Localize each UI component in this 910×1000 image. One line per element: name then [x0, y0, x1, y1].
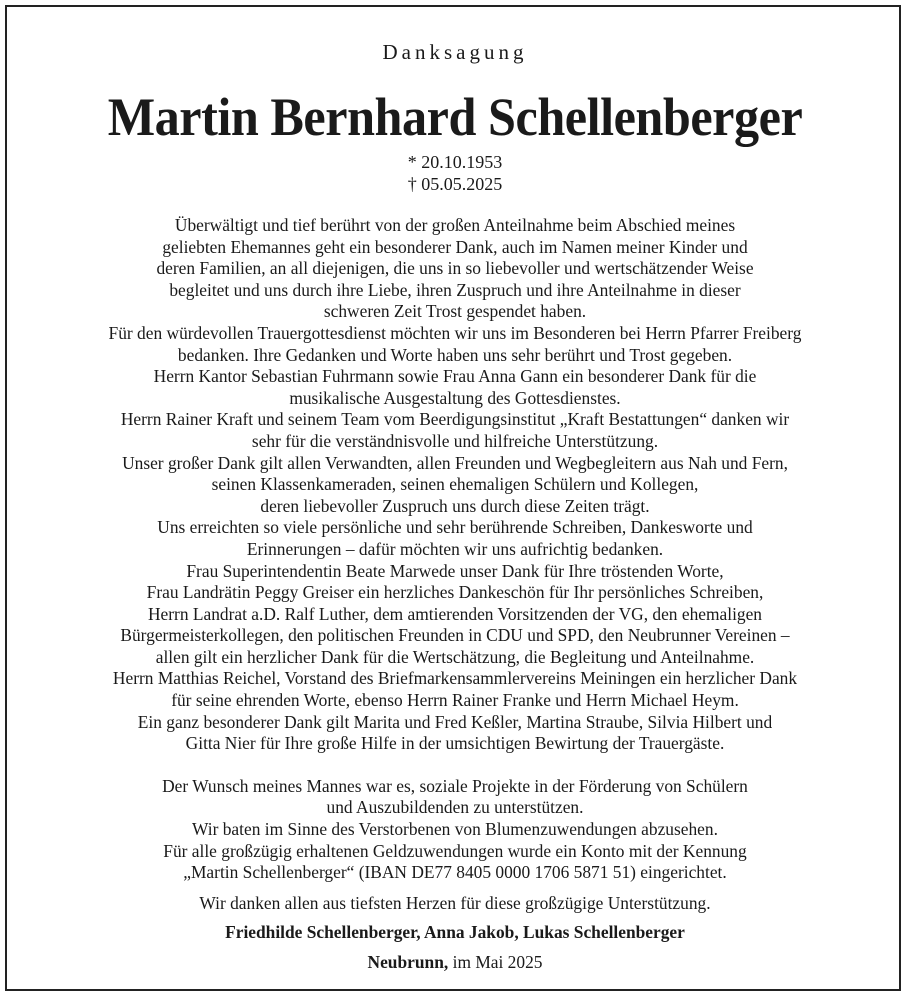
text-line: Frau Landrätin Peggy Greiser ein herzliches Dankeschön für Ihr persönliches Schreiben, — [146, 582, 764, 603]
text-line: Uns erreichten so viele persönliche und sehr berührende Schreiben, Dankesworte und — [157, 517, 753, 538]
text-line: Ein ganz besonderer Dank gilt Marita und Fred Keßler, Martina Straube, Silvia Hilbert und — [137, 711, 773, 732]
birth-date: * 20.10.1953 — [407, 152, 503, 172]
text-line: Für alle großzügig erhaltenen Geldzuwendungen wurde ein Konto mit der Kennung — [163, 840, 747, 861]
text-line: Wir baten im Sinne des Verstorbenen von Blumenzuwendungen abzusehen. — [192, 819, 718, 840]
text-line: Herrn Kantor Sebastian Fuhrmann sowie Frau Anna Gann ein besonderer Dank für die — [153, 366, 757, 387]
place-and-date — [0, 950, 910, 974]
text-line: Gitta Nier für Ihre große Hilfe in der umsichtigen Bewirtung der Trauergäste. — [185, 733, 725, 754]
paragraph-gap — [0, 884, 910, 893]
donation-paragraph — [0, 776, 910, 884]
death-date: † 05.05.2025 — [407, 174, 503, 194]
closing-line: Wir danken allen aus tiefsten Herzen für diese großzügige Unterstützung. — [199, 892, 711, 913]
text-line: sehr für die verständnisvolle und hilfreiche Unterstützung. — [251, 430, 659, 451]
text-line: „Martin Schellenberger“ (IBAN DE77 8405 0000 1706 5871 51) eingerichtet. — [183, 862, 727, 883]
text-line: geliebten Ehemannes geht ein besonderer Dank, auch im Namen meiner Kinder und — [162, 236, 748, 257]
text-line: allen gilt ein herzlicher Dank für die Wertschätzung, die Begleitung und Anteilnahme. — [155, 646, 755, 667]
life-dates — [0, 151, 910, 195]
date: im Mai 2025 — [452, 952, 543, 972]
text-line: für seine ehrenden Worte, ebenso Herrn Rainer Franke und Herrn Michael Heym. — [171, 690, 739, 711]
text-line: musikalische Ausgestaltung des Gottesdienstes. — [289, 387, 621, 408]
text-line: Herrn Matthias Reichel, Vorstand des Briefmarkensammlervereins Meiningen ein herzlicher Dank — [112, 668, 798, 689]
text-line: begleitet und uns durch ihre Liebe, ihren Zuspruch und ihre Anteilnahme in dieser — [169, 279, 741, 300]
text-line: und Auszubildenden zu unterstützen. — [326, 797, 584, 818]
text-line: Überwältigt und tief berührt von der großen Anteilnahme beim Abschied meines — [174, 215, 736, 235]
place: Neubrunn, — [367, 952, 449, 972]
text-line: Herrn Rainer Kraft und seinem Team vom Beerdigungsinstitut „Kraft Bestattungen“ danken wir — [120, 409, 790, 430]
text-line: Der Wunsch meines Mannes war es, soziale Projekte in der Förderung von Schülern — [162, 775, 748, 796]
text-line: Für den würdevollen Trauergottesdienst möchten wir uns im Besonderen bei Herrn Pfarrer Freiberg — [108, 322, 802, 343]
message-body — [0, 215, 910, 914]
text-line: schweren Zeit Trost gespendet haben. — [323, 301, 587, 322]
text-line: Unser großer Dank gilt allen Verwandten, allen Freunden und Wegbegleitern aus Nah und Fern, — [122, 452, 788, 473]
thanks-paragraph — [0, 215, 910, 755]
deceased-name: Martin Bernhard Schellenberger — [107, 87, 803, 147]
heading: Danksagung — [382, 40, 528, 64]
text-line: deren Familien, an all diejenigen, die uns in so liebevoller und wertschätzender Weise — [156, 258, 754, 279]
text-line: Herrn Landrat a.D. Ralf Luther, dem amtierenden Vorsitzenden der VG, den ehemaligen — [147, 603, 763, 624]
text-line: Frau Superintendentin Beate Marwede unser Dank für Ihre tröstenden Worte, — [186, 560, 724, 581]
family-signature: Friedhilde Schellenberger, Anna Jakob, Lukas Schellenberger — [225, 922, 685, 942]
text-line: Bürgermeisterkollegen, den politischen Freunden in CDU und SPD, den Neubrunner Vereinen – — [120, 625, 790, 646]
text-line: deren liebevoller Zuspruch uns durch diese Zeiten trägt. — [260, 495, 650, 516]
text-line: seinen Klassenkameraden, seinen ehemaligen Schülern und Kollegen, — [211, 474, 699, 495]
text-line: Erinnerungen – dafür möchten wir uns aufrichtig bedanken. — [246, 538, 664, 559]
text-line: bedanken. Ihre Gedanken und Worte haben uns sehr berührt und Trost gegeben. — [177, 344, 733, 365]
paragraph-gap — [0, 755, 910, 776]
